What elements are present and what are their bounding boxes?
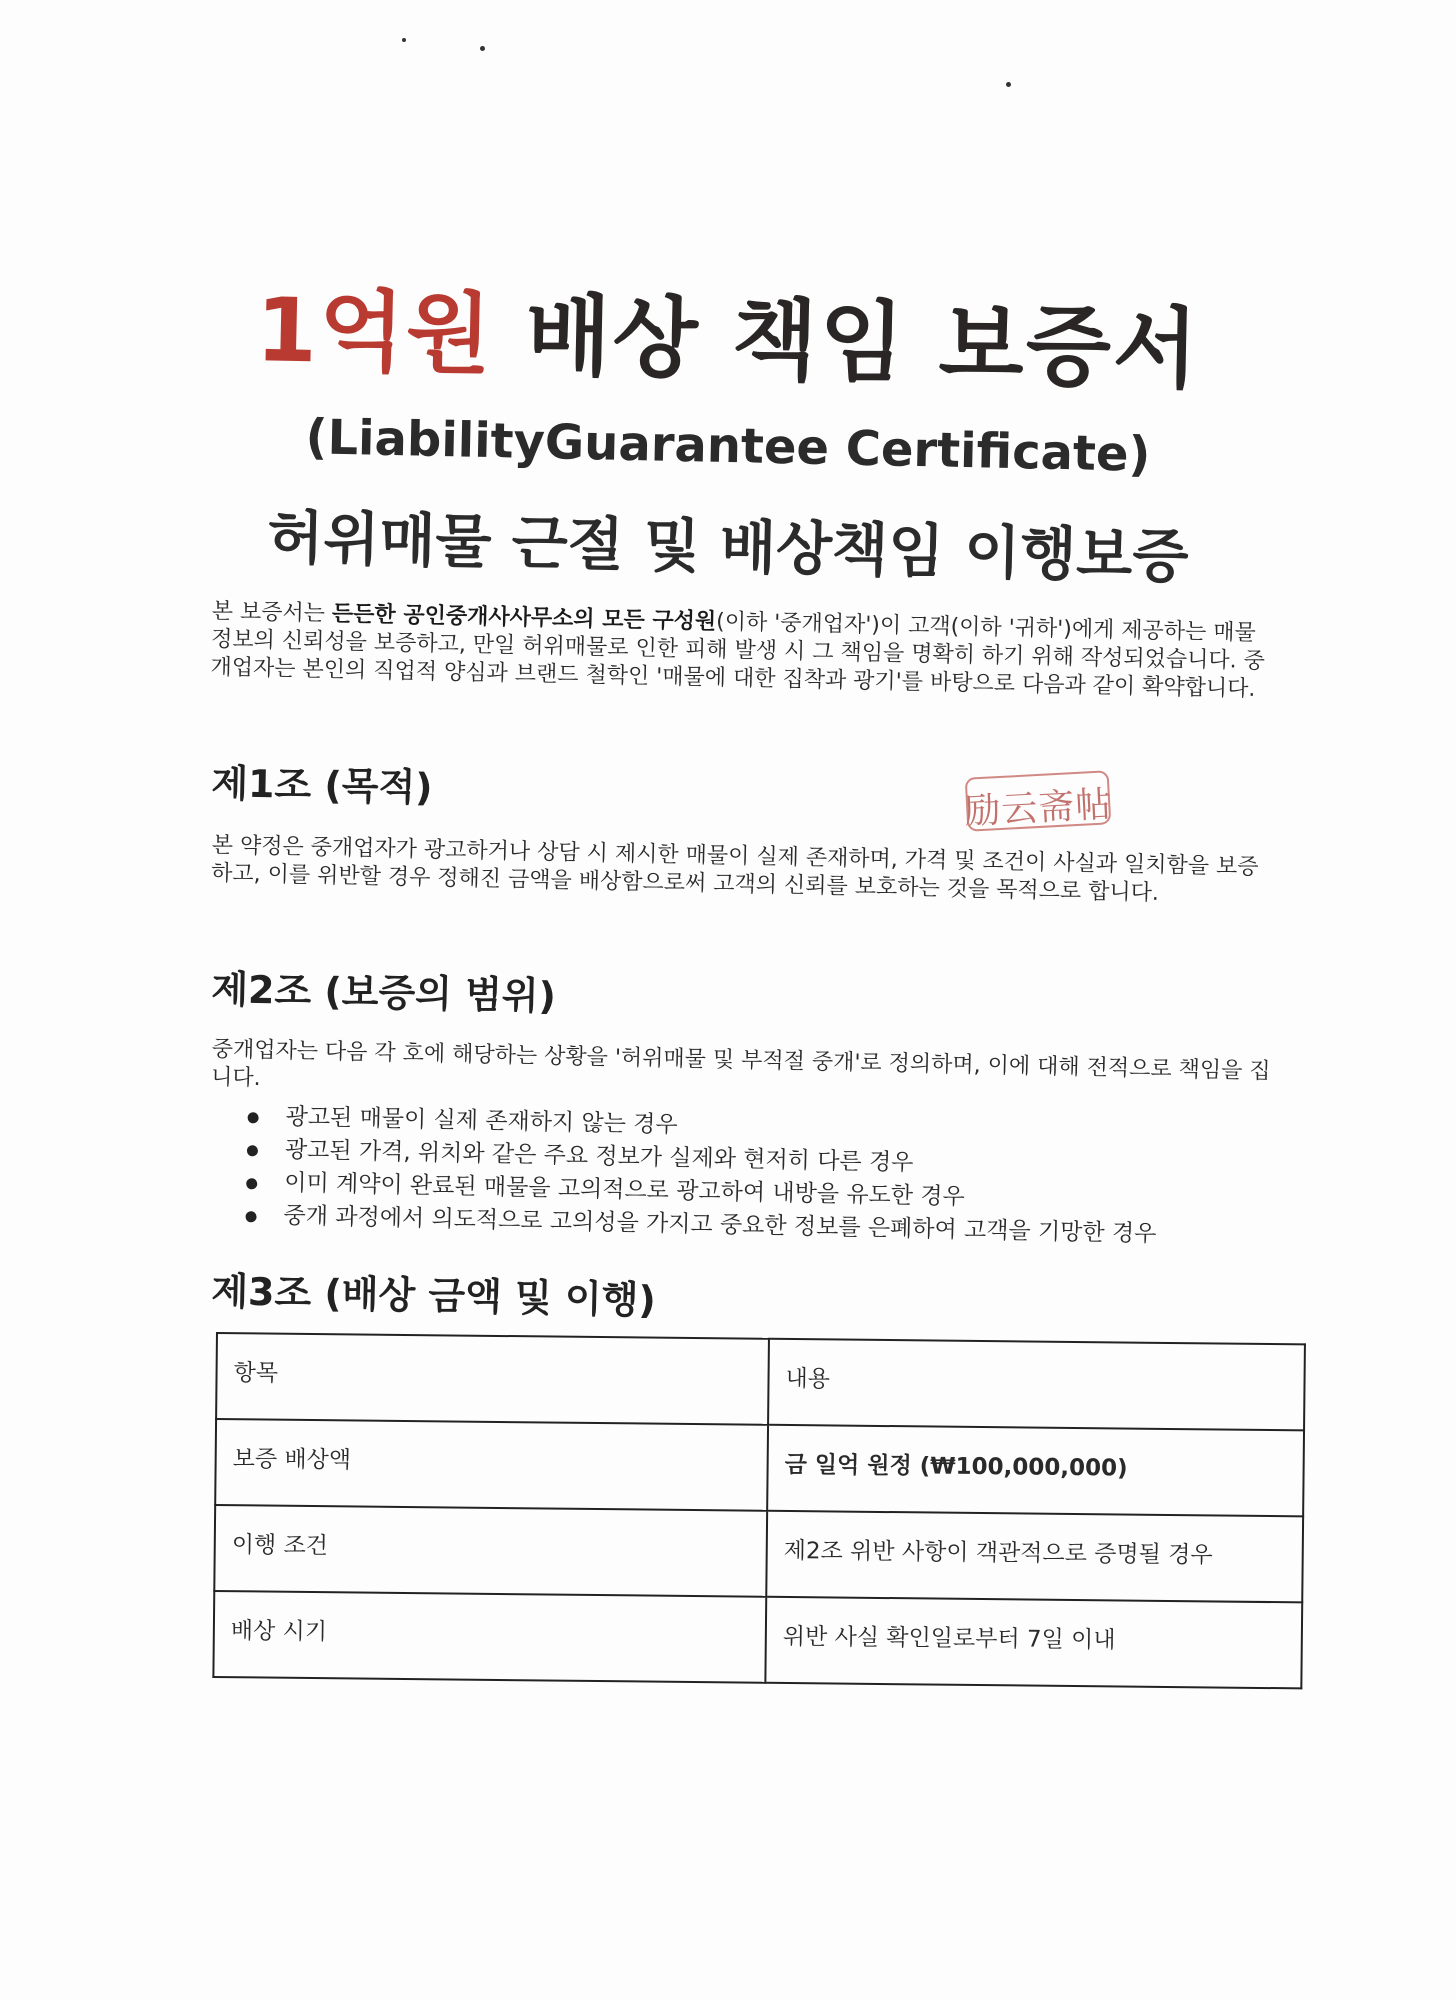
table-cell-label: 이행 조건 — [214, 1505, 767, 1597]
intro-paragraph — [210, 598, 1272, 704]
red-seal-stamp — [960, 766, 1115, 836]
list-item: 중개 과정에서 의도적으로 고의성을 가지고 중요한 정보를 은폐하여 고객을 기망한 경우 — [237, 1199, 1267, 1254]
violation-list — [237, 1100, 1270, 1254]
intro-text-bold: 든든한 공인중개사사무소의 모든 구성원 — [331, 601, 717, 635]
subtitle-english: (LiabilityGuarantee Certificate) — [305, 409, 1151, 483]
table-header-cell: 항목 — [216, 1333, 769, 1425]
title-text: 배상 책임 보증서 — [524, 283, 1201, 401]
list-item: 광고된 가격, 위치와 같은 주요 정보가 실제와 현저히 다른 경우 — [239, 1133, 1269, 1188]
compensation-table — [212, 1332, 1306, 1689]
table-header-row — [216, 1333, 1305, 1430]
intro-text-rest: (이하 '중개업자')이 고객(이하 '귀하')에게 제공하는 매물 정보의 신뢰성을 보증하고, 만일 허위매물로 인한 피해 발생 시 그 책임을 명확히 하기 위해 작성되었습니다. 중개업자는 본인의 직업적 양심과 브랜드 철학인 '매물에 대한 집착과 광기'를 바탕으로 다음과 같이 확약합니다. — [210, 609, 1266, 702]
seal-text: 励云斋帖 — [963, 784, 1114, 833]
list-item: 이미 계약이 완료된 매물을 고의적으로 광고하여 내방을 유도한 경우 — [238, 1166, 1268, 1221]
article2-body: 중개업자는 다음 각 호에 해당하는 상황을 '허위매물 및 부적절 중개'로 정의하며, 이에 대해 전적으로 책임을 집니다. — [210, 1036, 1271, 1092]
table-row — [213, 1591, 1302, 1688]
table-cell-label: 배상 시기 — [213, 1591, 766, 1683]
article2-heading: 제2조 (보증의 범위) — [210, 966, 557, 1019]
scan-speck — [402, 38, 406, 42]
article1-body: 본 약정은 중개업자가 광고하거나 상담 시 제시한 매물이 실제 존재하며, 가격 및 조건이 사실과 일치함을 보증하고, 이를 위반할 경우 정해진 금액을 배상함으로써 고객의 신뢰를 보호하는 것을 목적으로 합니다. — [210, 832, 1259, 906]
table-cell-value: 금 일억 원정 (₩100,000,000) — [767, 1425, 1304, 1517]
intro-text-start: 본 보증서는 — [211, 598, 333, 627]
table-row — [214, 1505, 1303, 1602]
article3-heading: 제3조 (배상 금액 및 이행) — [210, 1268, 657, 1323]
title-amount: 1억원 — [254, 278, 495, 387]
scan-speck — [1006, 82, 1011, 87]
list-item: 광고된 매물이 실제 존재하지 않는 경우 — [239, 1100, 1269, 1155]
compensation-table-wrapper — [212, 1332, 1306, 1689]
document-title — [0, 255, 1456, 411]
table-cell-value: 제2조 위반 사항이 객관적으로 증명될 경우 — [766, 1511, 1303, 1603]
scan-speck — [480, 46, 485, 51]
table-row — [215, 1419, 1304, 1516]
table-cell-value: 위반 사실 확인일로부터 7일 이내 — [765, 1597, 1302, 1689]
table-cell-label: 보증 배상액 — [215, 1419, 768, 1511]
article1-heading: 제1조 (목적) — [210, 760, 434, 810]
table-header-cell: 내용 — [768, 1339, 1305, 1431]
subtitle-korean: 허위매물 근절 및 배상책임 이행보증 — [266, 503, 1190, 591]
